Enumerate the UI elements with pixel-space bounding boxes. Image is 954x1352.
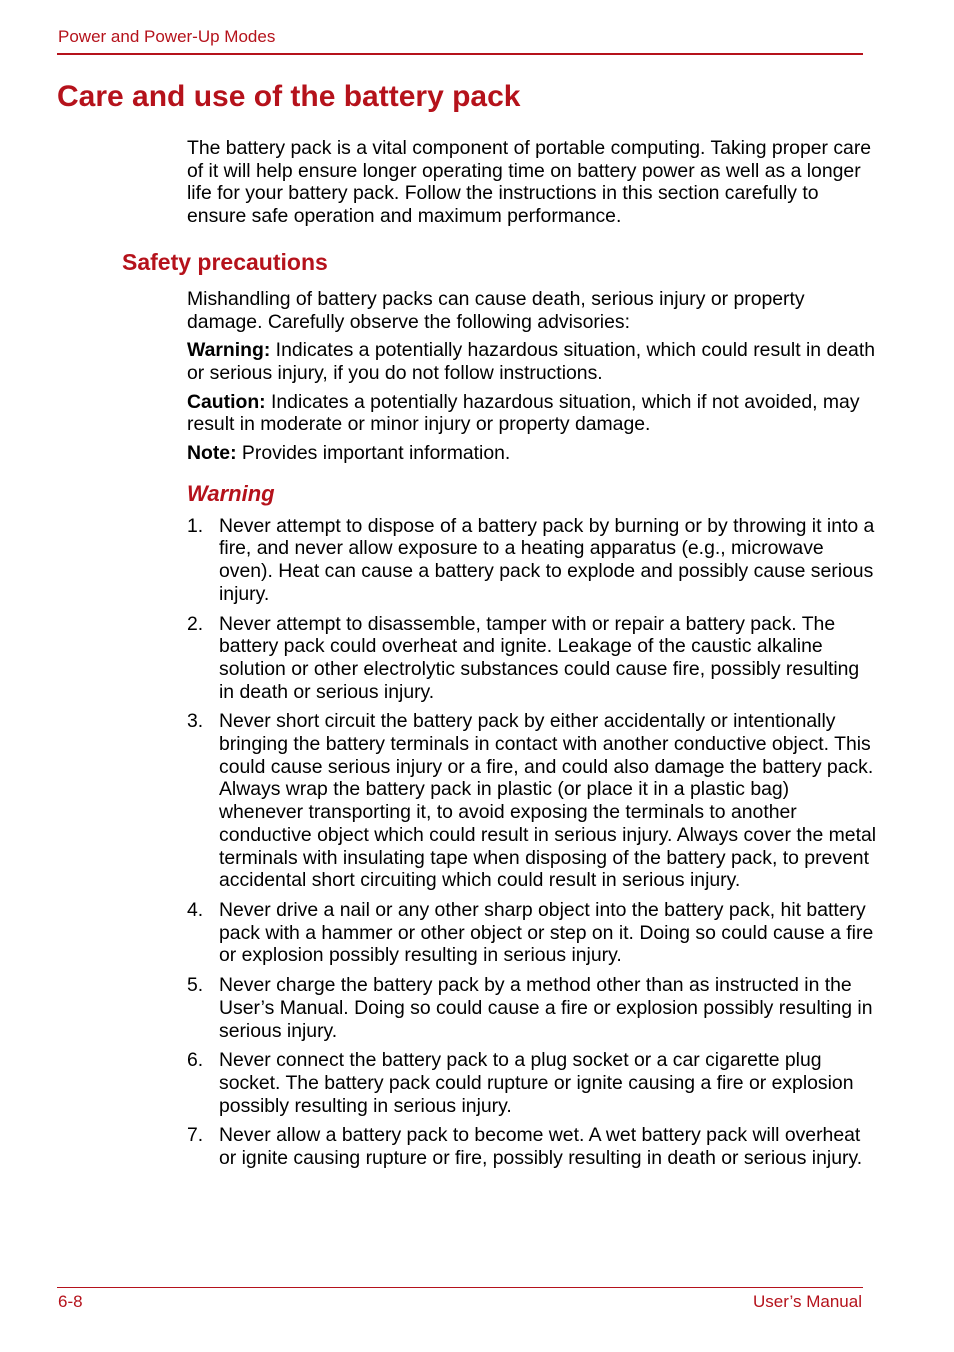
definition-term: Warning: xyxy=(187,339,271,362)
list-item xyxy=(187,613,877,704)
page-title: Care and use of the battery pack xyxy=(57,80,521,113)
list-item-text: Never attempt to dispose of a battery pack by burning or by throwing it into a fire, and never allow exposure to a heating apparatus (e.g., microwave oven). Heat can cause a battery pack to explode and possibly cause serious injury. xyxy=(219,514,875,605)
definition-text: Indicates a potentially hazardous situation, which if not avoided, may result in moderate or minor injury or property damage. xyxy=(187,390,860,436)
running-header: Power and Power-Up Modes xyxy=(58,27,276,46)
section-heading-safety: Safety precautions xyxy=(122,248,328,275)
definition-term: Caution: xyxy=(187,390,266,413)
list-item-text: Never short circuit the battery pack by either accidentally or intentionally bringing the battery terminals in contact with another conductive object. This could cause serious injury or a fire, and could also damage the battery pack. Always wrap the battery pack in plastic (or place it in a plastic bag) whenever transporting it, to avoid exposing the terminals to another conductive object which could result in serious injury. Always cover the metal terminals with insulating tape when disposing of the battery pack, to prevent accidental short circuiting which could result in serious injury. xyxy=(219,710,877,892)
list-item xyxy=(187,899,877,967)
header-divider xyxy=(57,53,863,55)
definition-term: Note: xyxy=(187,442,237,465)
list-item-number: 3. xyxy=(187,710,204,733)
list-item-text: Never allow a battery pack to become wet. A wet battery pack will overheat or ignite causing rupture or fire, possibly resulting in death or serious injury. xyxy=(219,1124,863,1170)
main-content xyxy=(122,137,877,1177)
warning-heading: Warning xyxy=(187,480,275,506)
list-item xyxy=(187,710,877,892)
intro-paragraph: The battery pack is a vital component of portable computing. Taking proper care of it will help ensure longer operating time on battery power as well as a longer life for your battery pack. Follow the instructions in this section carefully to ensure safe operation and maximum performance. xyxy=(187,137,872,228)
list-item xyxy=(187,1124,877,1169)
list-item-number: 1. xyxy=(187,514,204,537)
list-item-number: 7. xyxy=(187,1124,204,1147)
list-item-number: 6. xyxy=(187,1049,204,1072)
definition-text: Provides important information. xyxy=(236,442,511,465)
list-item-number: 5. xyxy=(187,974,204,997)
list-item-text: Never connect the battery pack to a plug socket or a car cigarette plug socket. The battery pack could rupture or ignite causing a fire or explosion possibly resulting in serious injury. xyxy=(219,1049,854,1117)
definition-caution xyxy=(187,391,877,436)
definition-warning xyxy=(187,339,877,384)
definition-note xyxy=(187,442,877,465)
definition-text: Indicates a potentially hazardous situation, which could result in death or serious injury, if you do not follow instructions. xyxy=(187,339,876,384)
list-item-number: 4. xyxy=(187,898,204,921)
list-item-text: Never drive a nail or any other sharp object into the battery pack, hit battery pack with a hammer or other object or step on it. Doing so could cause a fire or explosion possibly resulting in serious injury. xyxy=(219,898,874,967)
page-number: 6-8 xyxy=(58,1292,83,1311)
list-item-number: 2. xyxy=(187,612,204,635)
footer-divider xyxy=(57,1287,863,1288)
safety-lead-paragraph: Mishandling of battery packs can cause death, serious injury or property damage. Carefully observe the following advisories: xyxy=(187,287,805,333)
warning-list xyxy=(187,515,877,1170)
list-item-text: Never charge the battery pack by a method other than as instructed in the User’s Manual. Doing so could cause a fire or explosion possibly resulting in serious injury. xyxy=(219,974,873,1042)
list-item xyxy=(187,974,877,1042)
list-item xyxy=(187,1049,877,1117)
list-item-text: Never attempt to disassemble, tamper with or repair a battery pack. The battery pack could overheat and ignite. Leakage of the caustic alkaline solution or other electrolytic substances could cause fire, possibly resulting in death or serious injury. xyxy=(219,612,860,703)
manual-name: User’s Manual xyxy=(753,1292,862,1311)
list-item xyxy=(187,515,877,606)
